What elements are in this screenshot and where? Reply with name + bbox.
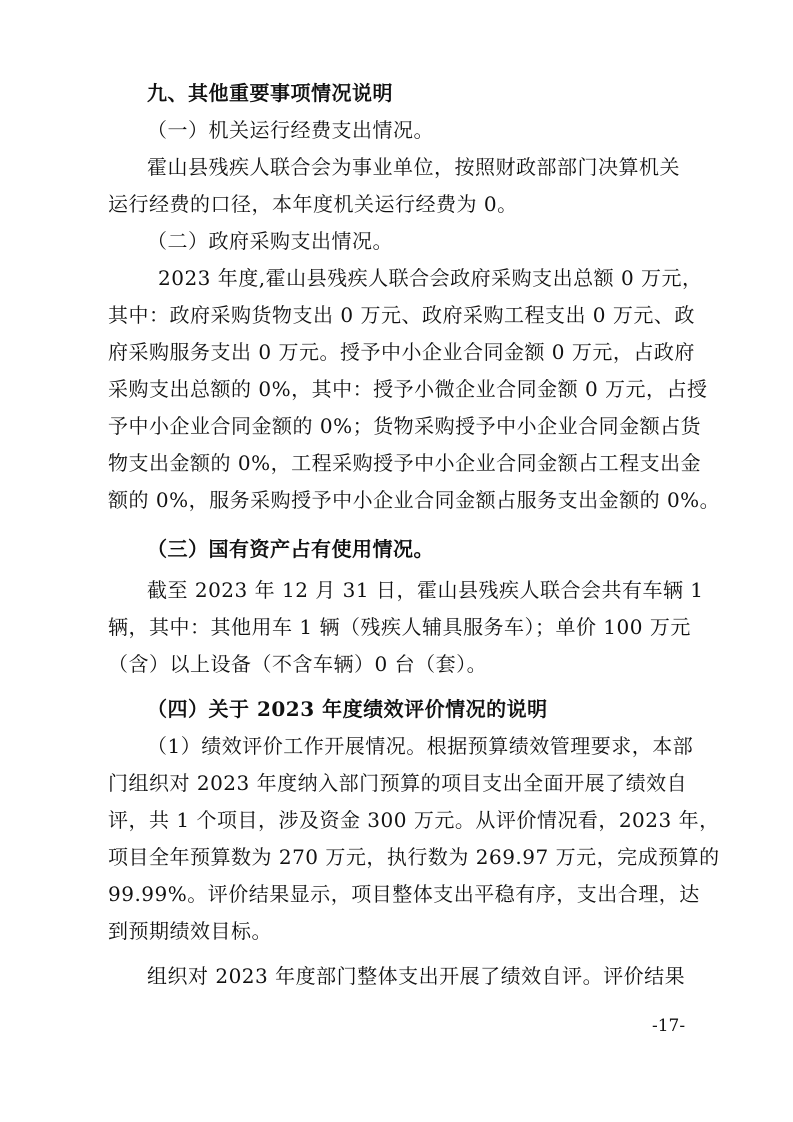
- paragraph-line: 额的 0%，服务采购授予中小企业合同金额占服务支出金额的 0%。: [108, 488, 721, 512]
- paragraph-line: 到预期绩效目标。: [108, 919, 272, 943]
- paragraph-line: 辆，其中：其他用车 1 辆（残疾人辅具服务车）；单价 100 万元: [108, 615, 691, 639]
- paragraph-line: 霍山县残疾人联合会为事业单位，按照财政部部门决算机关: [147, 155, 680, 179]
- subsection-heading: （一）机关运行经费支出情况。: [147, 118, 434, 142]
- section-heading: 九、其他重要事项情况说明: [147, 81, 393, 105]
- paragraph-line: 评，共 1 个项目，涉及资金 300 万元。从评价情况看，2023 年，: [108, 808, 720, 832]
- paragraph-line: 其中：政府采购货物支出 0 万元、政府采购工程支出 0 万元、政: [108, 303, 695, 327]
- subsection-heading: （三）国有资产占有使用情况。: [147, 537, 434, 561]
- paragraph-line: （1）绩效评价工作开展情况。根据预算绩效管理要求，本部: [147, 734, 694, 758]
- paragraph-line: 项目全年预算数为 270 万元，执行数为 269.97 万元，完成预算的: [108, 845, 720, 869]
- paragraph-line: 门组织对 2023 年度纳入部门预算的项目支出全面开展了绩效自: [108, 771, 688, 795]
- paragraph-line: 府采购服务支出 0 万元。授予中小企业合同金额 0 万元，占政府: [108, 340, 695, 364]
- paragraph-line: 运行经费的口径，本年度机关运行经费为 0。: [108, 192, 518, 216]
- paragraph-line: 予中小企业合同金额的 0%；货物采购授予中小企业合同金额占货: [108, 414, 702, 438]
- paragraph-line: （含）以上设备（不含车辆）0 台（套）。: [108, 652, 488, 676]
- paragraph-line: 组织对 2023 年度部门整体支出开展了绩效自评。评价结果: [147, 964, 686, 988]
- paragraph-line: 采购支出总额的 0%，其中：授予小微企业合同金额 0 万元，占授: [108, 377, 708, 401]
- paragraph-line: 99.99%。评价结果显示，项目整体支出平稳有序，支出合理，达: [108, 882, 700, 906]
- page-number: -17-: [652, 1016, 686, 1036]
- subsection-heading: （四）关于 2023 年度绩效评价情况的说明: [147, 697, 548, 721]
- paragraph-line: 物支出金额的 0%，工程采购授予中小企业合同金额占工程支出金: [108, 451, 702, 475]
- subsection-heading: （二）政府采购支出情况。: [147, 229, 393, 253]
- paragraph-line: 2023 年度,霍山县残疾人联合会政府采购支出总额 0 万元，: [158, 266, 703, 290]
- paragraph-line: 截至 2023 年 12 月 31 日，霍山县残疾人联合会共有车辆 1: [147, 578, 704, 602]
